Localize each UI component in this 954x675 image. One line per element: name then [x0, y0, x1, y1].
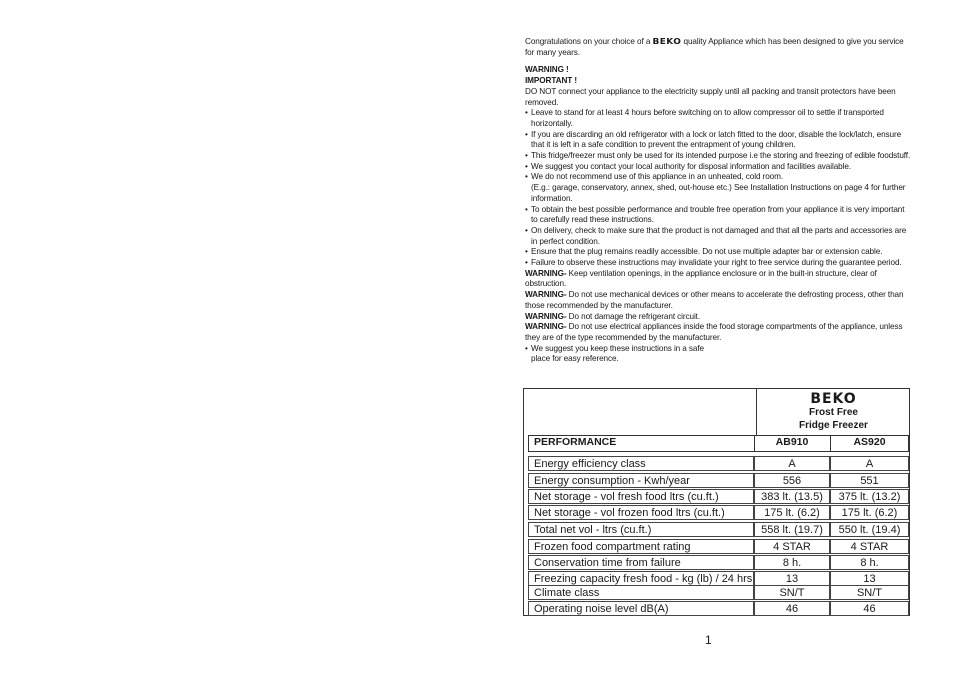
row-label: Total net vol - ltrs (cu.ft.) [528, 522, 754, 537]
bullet-item: • We suggest you contact your local authority for disposal information and facilities available. [525, 162, 913, 173]
header-fridge-freezer: Fridge Freezer [799, 420, 868, 431]
row-label: Climate class [528, 585, 754, 600]
row-value-as920: 13 [830, 571, 909, 586]
row-value-as920: 375 lt. (13.2) [830, 489, 909, 504]
bullet-item: • We do not recommend use of this appliance in an unheated, cold room. [525, 172, 913, 183]
row-value-as920: 46 [830, 601, 909, 616]
table-row [528, 456, 909, 471]
warning-text: Do not damage the refrigerant circuit. [566, 311, 701, 321]
divider [830, 435, 831, 452]
row-value-ab910: 4 STAR [754, 539, 830, 554]
bullet-item: • Failure to observe these instructions may invalidate your right to free service during the guarantee period. [525, 258, 913, 269]
row-value-as920: 550 lt. (19.4) [830, 522, 909, 537]
row-label: Net storage - vol frozen food ltrs (cu.ft.) [528, 505, 754, 520]
row-label: Energy consumption - Kwh/year [528, 473, 754, 488]
table-row [528, 555, 909, 570]
eg-note: (E.g.: garage, conservatory, annex, shed, out-house etc.) See Installation Instructions on page 4 for further information. [531, 183, 906, 203]
row-label: Conservation time from failure [528, 555, 754, 570]
specifications-table [523, 388, 910, 616]
bullet-item-continued: place for easy reference. [531, 354, 619, 364]
bullet-item: • To obtain the best possible performance and trouble free operation from your appliance it is very important to carefully read these instructions. [525, 205, 913, 226]
warning-text: Do not use mechanical devices or other means to accelerate the defrosting process, other than those recommended by the manufacturer. [525, 290, 904, 310]
bullet-item: • We suggest you keep these instructions in a safe [525, 344, 913, 355]
row-value-as920: A [830, 456, 909, 471]
bullet-item: • If you are discarding an old refrigerator with a lock or latch fitted to the door, disable the lock/latch, ensure that it is left in a safe condition to prevent the entrapment of young children. [525, 130, 913, 151]
row-value-ab910: 175 lt. (6.2) [754, 505, 830, 520]
do-not-connect-text: DO NOT connect your appliance to the electricity supply until all packing and transit protectors have been removed. [525, 86, 896, 107]
table-row [528, 601, 909, 616]
row-value-as920: SN/T [830, 585, 909, 600]
row-value-ab910: SN/T [754, 585, 830, 600]
important-heading: IMPORTANT ! [525, 76, 577, 86]
bullet-item: • Leave to stand for at least 4 hours before switching on to allow compressor oil to settle if transported horizontally. [525, 108, 913, 129]
row-value-as920: 551 [830, 473, 909, 488]
intro-paragraph [525, 37, 913, 58]
beko-logo: BEKO [810, 391, 857, 407]
page-number: 1 [705, 633, 712, 647]
row-value-ab910: A [754, 456, 830, 471]
warning-label: WARNING- [525, 268, 567, 278]
warning-label: WARNING- [525, 290, 567, 300]
warning-label: WARNING- [525, 322, 567, 332]
warning-heading: WARNING ! [525, 65, 569, 75]
row-value-ab910: 13 [754, 571, 830, 586]
bullet-item: • Ensure that the plug remains readily accessible. Do not use multiple adapter bar or extension cable. [525, 247, 913, 258]
warning-paragraph [525, 312, 913, 323]
row-value-ab910: 558 lt. (19.7) [754, 522, 830, 537]
bullet-item: • This fridge/freezer must only be used for its intended purpose i.e the storing and freezing of edible foodstuff. [525, 151, 913, 162]
warning-paragraph [525, 290, 913, 311]
performance-row-border [528, 435, 909, 452]
row-value-as920: 175 lt. (6.2) [830, 505, 909, 520]
model-ab910: AB910 [775, 436, 809, 448]
table-header [756, 389, 910, 435]
intro-text-continued: quality Appliance which has been designed to give you service for many years. [525, 37, 904, 57]
row-value-ab910: 8 h. [754, 555, 830, 570]
table-row [528, 489, 909, 504]
row-label: Frozen food compartment rating [528, 539, 754, 554]
divider [754, 435, 755, 452]
warning-text: Keep ventilation openings, in the appliance enclosure or in the built-in structure, clear of obstruction. [525, 268, 877, 289]
row-value-ab910: 46 [754, 601, 830, 616]
row-label: Net storage - vol fresh food ltrs (cu.ft.) [528, 489, 754, 504]
warning-paragraph [525, 269, 913, 290]
performance-label: PERFORMANCE [534, 436, 617, 448]
intro-text: Congratulations on your choice of a [525, 37, 653, 46]
table-row [528, 539, 909, 554]
row-value-as920: 4 STAR [830, 539, 909, 554]
instructions-text [525, 37, 913, 365]
table-row [528, 522, 909, 537]
header-frost-free: Frost Free [809, 407, 858, 418]
row-value-ab910: 383 lt. (13.5) [754, 489, 830, 504]
table-row [528, 473, 909, 488]
warning-label: WARNING- [525, 311, 567, 321]
row-value-ab910: 556 [754, 473, 830, 488]
row-label: Operating noise level dB(A) [528, 601, 754, 616]
table-row [528, 585, 909, 600]
warning-text: Do not use electrical appliances inside the food storage compartments of the appliance, unless they are of the type recommended by the manufacturer. [525, 322, 903, 342]
warning-paragraph [525, 322, 913, 343]
table-row [528, 571, 909, 586]
row-value-as920: 8 h. [830, 555, 909, 570]
model-as920: AS920 [853, 436, 886, 448]
bullet-item: • On delivery, check to make sure that the product is not damaged and that all the parts and accessories are in perfect condition. [525, 226, 913, 247]
row-label: Freezing capacity fresh food - kg (lb) / 24 hrs [528, 571, 754, 586]
table-row [528, 505, 909, 520]
row-label: Energy efficiency class [528, 456, 754, 471]
beko-brand-mark: BEKO [652, 37, 682, 47]
